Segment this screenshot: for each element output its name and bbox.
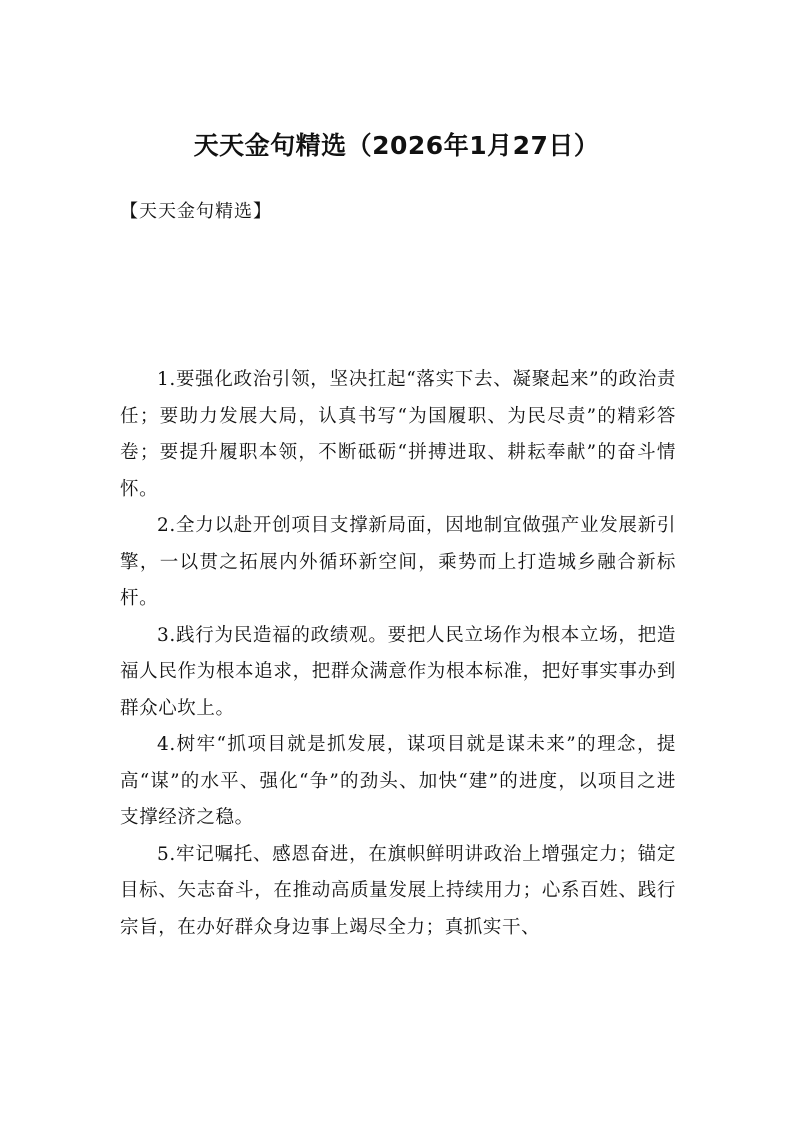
document-title: 天天金句精选（2026年1月27日）	[193, 131, 600, 160]
paragraph-4: 4.树牢“抓项目就是抓发展，谋项目就是谋未来”的理念，提高“谋”的水平、强化“争”的劲头、加快“建”的进度，以项目之进支撑经济之稳。	[120, 734, 676, 828]
paragraph-1: 1.要强化政治引领，坚决扛起“落实下去、凝聚起来”的政治责任；要助力发展大局，认真书写“为国履职、为民尽责”的精彩答卷；要提升履职本领，不断砥砺“拼搏进取、耕耘奉献”的奋斗情怀。	[120, 369, 676, 500]
paragraph-5: 5.牢记嘱托、感恩奋进，在旗帜鲜明讲政治上增强定力；锚定目标、矢志奋斗，在推动高质量发展上持续用力；心系百姓、践行宗旨，在办好群众身边事上竭尽全力；真抓实干、	[120, 843, 676, 938]
document-body	[120, 362, 676, 946]
paragraph-3: 3.践行为民造福的政绩观。要把人民立场作为根本立场，把造福人民作为根本追求，把群众满意作为根本标准，把好事实事办到群众心坎上。	[120, 624, 676, 719]
paragraph-2: 2.全力以赴开创项目支撑新局面，因地制宜做强产业发展新引擎，一以贯之拓展内外循环新空间，乘势而上打造城乡融合新标杆。	[120, 515, 676, 609]
section-label: 【天天金句精选】	[120, 201, 272, 222]
